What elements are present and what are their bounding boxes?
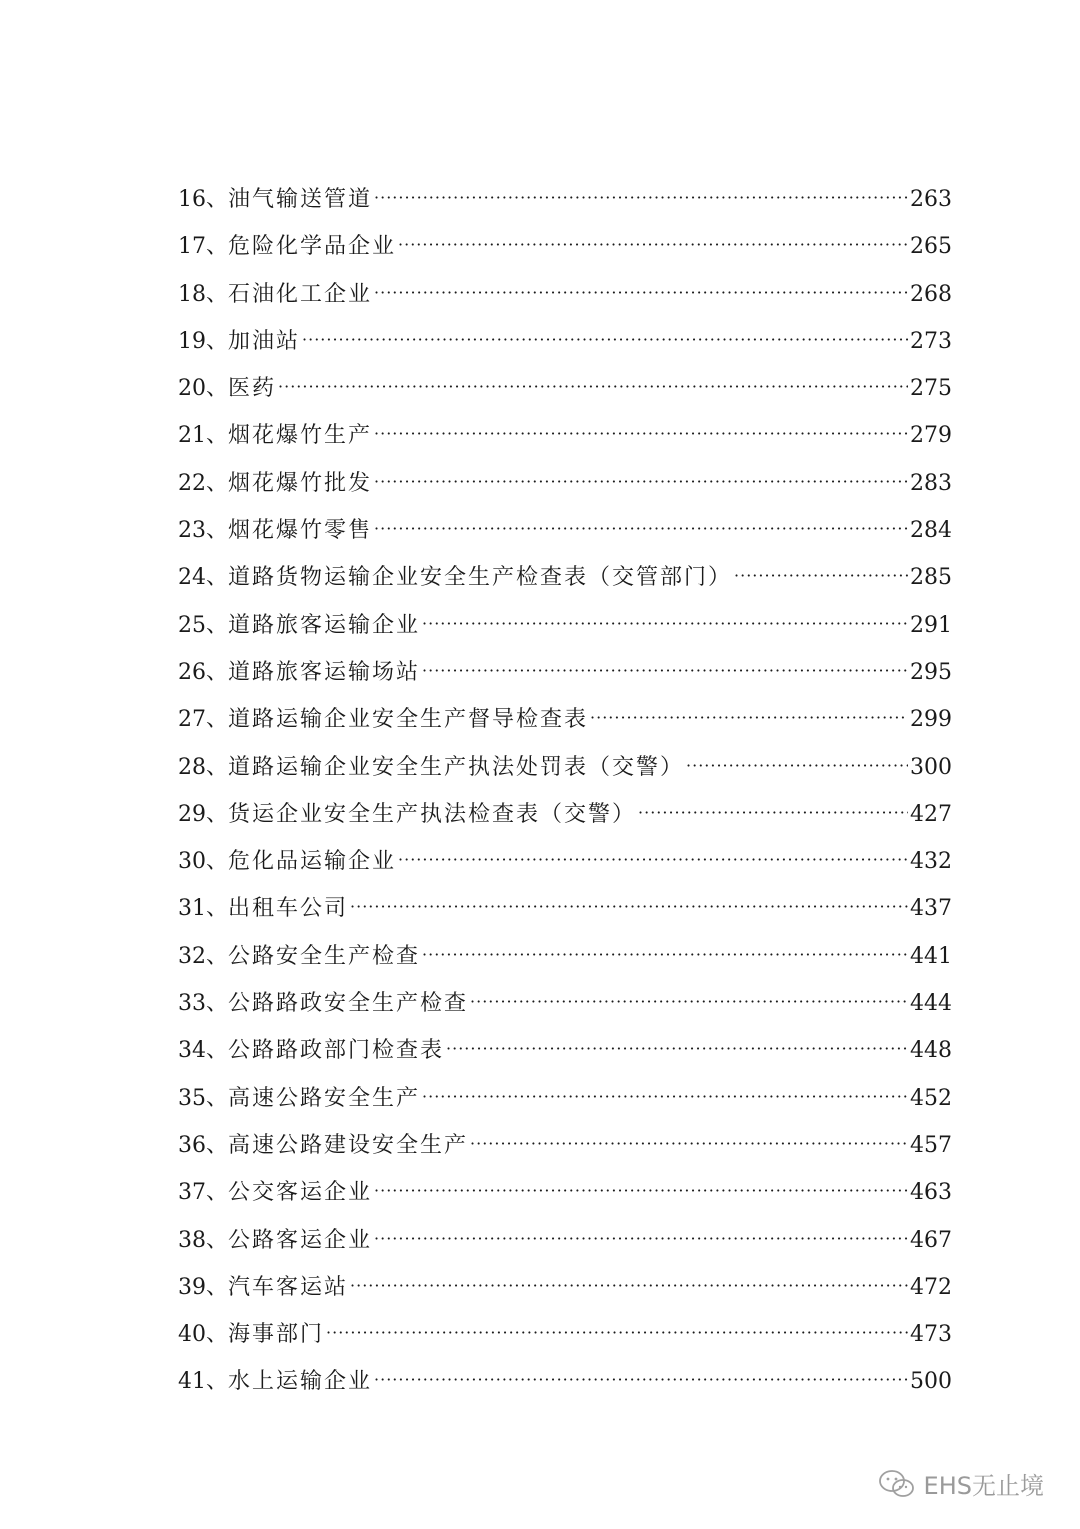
toc-entry-title: 烟花爆竹零售 (228, 518, 373, 544)
toc-entry-number: 20、 (178, 376, 228, 402)
toc-leader-dots (734, 552, 908, 599)
toc-entry-page: 441 (910, 943, 952, 969)
toc-leader-dots (278, 363, 908, 410)
toc-entry-page: 295 (910, 659, 952, 685)
toc-entry-page: 285 (910, 565, 952, 591)
toc-entry-title: 道路旅客运输场站 (228, 659, 421, 685)
toc-entry (178, 1122, 952, 1169)
toc-entry-number: 31、 (178, 896, 228, 922)
toc-entry-title: 道路运输企业安全生产督导检查表 (228, 707, 589, 733)
toc-entry (178, 412, 952, 459)
toc-entry-page: 268 (910, 281, 952, 307)
toc-entry-title: 高速公路建设安全生产 (228, 1132, 469, 1158)
toc-entry-page: 467 (910, 1227, 952, 1253)
toc-entry (178, 365, 952, 412)
toc-leader-dots (374, 410, 908, 457)
toc-entry-title: 道路运输企业安全生产执法处罚表（交警） (228, 754, 685, 780)
toc-entry-number: 41、 (178, 1369, 228, 1395)
toc-entry-title: 公路路政安全生产检查 (228, 991, 469, 1017)
toc-entry (178, 554, 952, 601)
toc-entry (178, 980, 952, 1027)
toc-leader-dots (470, 1120, 908, 1167)
toc-entry (178, 271, 952, 318)
toc-entry-title: 货运企业安全生产执法检查表（交警） (228, 801, 637, 827)
toc-leader-dots (686, 742, 908, 789)
toc-entry-page: 437 (910, 896, 952, 922)
toc-entry-number: 36、 (178, 1132, 228, 1158)
toc-leader-dots (350, 883, 908, 930)
toc-entry-title: 油气输送管道 (228, 187, 373, 212)
toc-entry (178, 1027, 952, 1074)
toc-entry-title: 公路客运企业 (228, 1227, 373, 1253)
toc-entry-number: 40、 (178, 1322, 228, 1348)
toc-entry (178, 318, 952, 365)
toc-entry-title: 医药 (228, 376, 277, 402)
toc-entry (178, 602, 952, 649)
wechat-icon (878, 1469, 916, 1499)
toc-entry-number: 19、 (178, 328, 228, 354)
toc-leader-dots (374, 458, 908, 505)
toc-leader-dots (638, 789, 908, 836)
toc-entry-title: 加油站 (228, 328, 301, 354)
toc-entry-page: 273 (910, 328, 952, 354)
toc-leader-dots (302, 316, 908, 363)
toc-leader-dots (374, 1167, 908, 1214)
toc-entry (178, 1311, 952, 1358)
toc-leader-dots (470, 978, 908, 1025)
toc-entry-number: 29、 (178, 801, 228, 827)
toc-entry-number: 38、 (178, 1227, 228, 1253)
toc-entry (178, 507, 952, 554)
toc-entry-page: 279 (910, 423, 952, 449)
toc-entry-title: 危险化学品企业 (228, 234, 397, 260)
toc-entry-page: 265 (910, 234, 952, 260)
toc-entry-title: 公交客运企业 (228, 1180, 373, 1206)
toc-entry (178, 223, 952, 270)
toc-entry-title: 公路安全生产检查 (228, 943, 421, 969)
toc-entry (178, 1075, 952, 1122)
watermark-text: EHS无止境 (923, 1472, 1044, 1500)
toc-entry-page: 284 (910, 518, 952, 544)
toc-entry (178, 885, 952, 932)
toc-entry (178, 176, 952, 223)
toc-entry-title: 公路路政部门检查表 (228, 1038, 445, 1064)
toc-entry-page: 427 (910, 801, 952, 827)
toc-leader-dots (374, 269, 908, 316)
toc-entry-number: 32、 (178, 943, 228, 969)
toc-leader-dots (374, 1356, 908, 1403)
toc-entry (178, 744, 952, 791)
toc-entry-page: 457 (910, 1132, 952, 1158)
toc-entry-page: 463 (910, 1180, 952, 1206)
toc-entry-number: 23、 (178, 518, 228, 544)
toc-entry (178, 791, 952, 838)
toc-entry-page: 500 (910, 1369, 952, 1395)
toc-entry-title: 水上运输企业 (228, 1369, 373, 1395)
toc-leader-dots (374, 1215, 908, 1262)
toc-leader-dots (422, 600, 908, 647)
table-of-contents (178, 176, 952, 1406)
toc-entry-number: 30、 (178, 849, 228, 875)
toc-entry (178, 649, 952, 696)
toc-leader-dots (422, 1073, 908, 1120)
toc-entry-page: 448 (910, 1038, 952, 1064)
toc-entry (178, 933, 952, 980)
toc-leader-dots (374, 505, 908, 552)
toc-entry-title: 高速公路安全生产 (228, 1085, 421, 1111)
toc-entry-title: 烟花爆竹批发 (228, 470, 373, 496)
toc-entry-page: 283 (910, 470, 952, 496)
toc-leader-dots (350, 1262, 908, 1309)
toc-leader-dots (398, 836, 908, 883)
toc-entry-number: 33、 (178, 991, 228, 1017)
toc-entry-number: 17、 (178, 234, 228, 260)
toc-entry-page: 275 (910, 376, 952, 402)
toc-entry-number: 39、 (178, 1274, 228, 1300)
toc-entry (178, 838, 952, 885)
watermark (878, 1466, 1044, 1501)
toc-entry-title: 道路货物运输企业安全生产检查表（交管部门） (228, 565, 733, 591)
toc-entry (178, 696, 952, 743)
toc-entry-page: 444 (910, 991, 952, 1017)
toc-entry-title: 道路旅客运输企业 (228, 612, 421, 638)
toc-entry-page: 452 (910, 1085, 952, 1111)
toc-entry (178, 1169, 952, 1216)
toc-entry-number: 16、 (178, 187, 228, 212)
toc-entry-page: 299 (910, 707, 952, 733)
toc-entry-number: 37、 (178, 1180, 228, 1206)
toc-entry-number: 27、 (178, 707, 228, 733)
toc-entry (178, 1358, 952, 1405)
toc-entry (178, 1264, 952, 1311)
toc-entry (178, 1217, 952, 1264)
toc-entry-page: 300 (910, 754, 952, 780)
toc-entry-title: 烟花爆竹生产 (228, 423, 373, 449)
toc-entry-page: 291 (910, 612, 952, 638)
toc-entry-number: 35、 (178, 1085, 228, 1111)
toc-entry-number: 34、 (178, 1038, 228, 1064)
toc-entry-number: 26、 (178, 659, 228, 685)
toc-leader-dots (446, 1025, 908, 1072)
toc-entry-title: 出租车公司 (228, 896, 349, 922)
toc-entry-page: 432 (910, 849, 952, 875)
toc-leader-dots (326, 1309, 908, 1356)
toc-entry-number: 28、 (178, 754, 228, 780)
toc-leader-dots (398, 221, 908, 268)
toc-entry-number: 25、 (178, 612, 228, 638)
toc-entry-title: 危化品运输企业 (228, 849, 397, 875)
toc-entry-number: 18、 (178, 281, 228, 307)
toc-leader-dots (374, 174, 908, 221)
toc-entry (178, 460, 952, 507)
toc-entry-title: 石油化工企业 (228, 281, 373, 307)
toc-entry-title: 海事部门 (228, 1322, 325, 1348)
toc-entry-page: 473 (910, 1322, 952, 1348)
toc-entry-number: 24、 (178, 565, 228, 591)
toc-leader-dots (422, 647, 908, 694)
toc-entry-title: 汽车客运站 (228, 1274, 349, 1300)
toc-entry-page: 472 (910, 1274, 952, 1300)
toc-leader-dots (422, 931, 908, 978)
toc-entry-page: 263 (910, 187, 952, 212)
toc-entry-number: 21、 (178, 423, 228, 449)
toc-entry-number: 22、 (178, 470, 228, 496)
toc-leader-dots (590, 694, 908, 741)
